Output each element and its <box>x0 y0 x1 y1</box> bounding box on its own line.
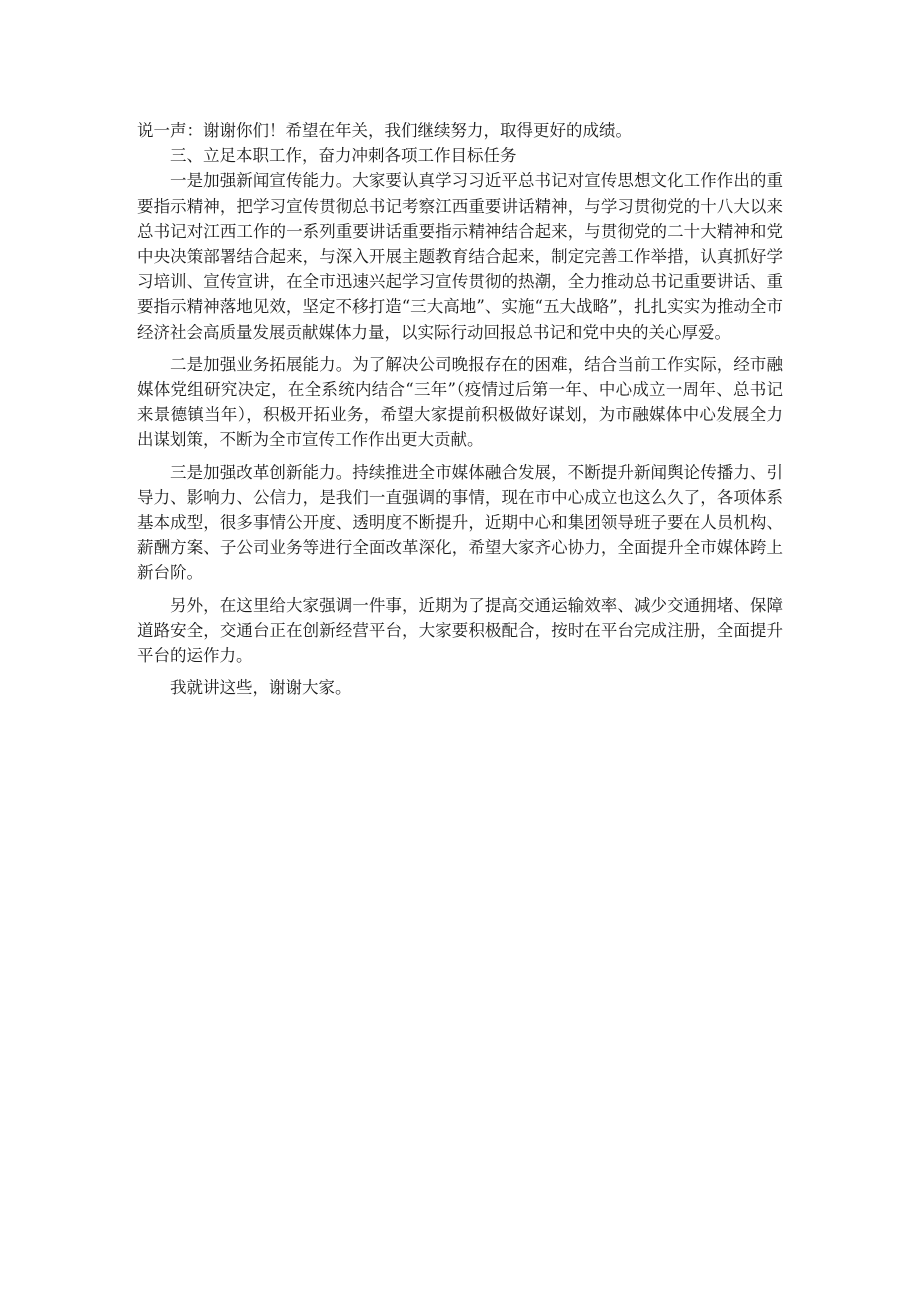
paragraph-business-expansion: 二是加强业务拓展能力。为了解决公司晚报存在的困难，结合当前工作实际，经市融媒体党组研究决定，在全系统内结合“三年”（疫情过后第一年、中心成立一周年、总书记来景德镇当年），积极开拓业务，希望大家提前积极做好谋划，为市融媒体中心发展全力出谋划策，不断为全市宣传工作作出更大贡献。 <box>137 354 783 450</box>
document-body <box>137 118 783 700</box>
section-heading-three: 三、立足本职工作，奋力冲刺各项工作目标任务 <box>170 146 517 166</box>
paragraph-closing-thanks: 说一声：谢谢你们！希望在年关，我们继续努力，取得更好的成绩。 <box>137 121 632 140</box>
paragraph-traffic-platform: 另外，在这里给大家强调一件事，近期为了提高交通运输效率、减少交通拥堵、保障道路安全，交通台正在创新经营平台，大家要积极配合，按时在平台完成注册，全面提升平台的运作力。 <box>137 595 783 666</box>
paragraph-reform-innovation: 三是加强改革创新能力。持续推进全市媒体融合发展，不断提升新闻舆论传播力、引导力、影响力、公信力，是我们一直强调的事情，现在市中心成立也这么久了，各项体系基本成型，很多事情公开度、透明度不断提升，近期中心和集团领导班子要在人员机构、薪酬方案、子公司业务等进行全面改革深化，希望大家齐心协力，全面提升全市媒体跨上新台阶。 <box>137 462 783 583</box>
paragraph-news-publicity: 一是加强新闻宣传能力。大家要认真学习习近平总书记对宣传思想文化工作作出的重要指示精神，把学习宣传贯彻总书记考察江西重要讲话精神，与学习贯彻党的十八大以来总书记对江西工作的一系列重要讲话重要指示精神结合起来，与贯彻党的二十大精神和党中央决策部署结合起来，与深入开展主题教育结合起来，制定完善工作举措，认真抓好学习培训、宣传宣讲，在全市迅速兴起学习宣传贯彻的热潮，全力推动总书记重要讲话、重要指示精神落地见效，坚定不移打造“三大高地”、实施“五大战略”，扎扎实实为推动全市经济社会高质量发展贡献媒体力量，以实际行动回报总书记和党中央的关心厚爱。 <box>137 171 783 342</box>
paragraph-ending: 我就讲这些，谢谢大家。 <box>170 678 352 698</box>
